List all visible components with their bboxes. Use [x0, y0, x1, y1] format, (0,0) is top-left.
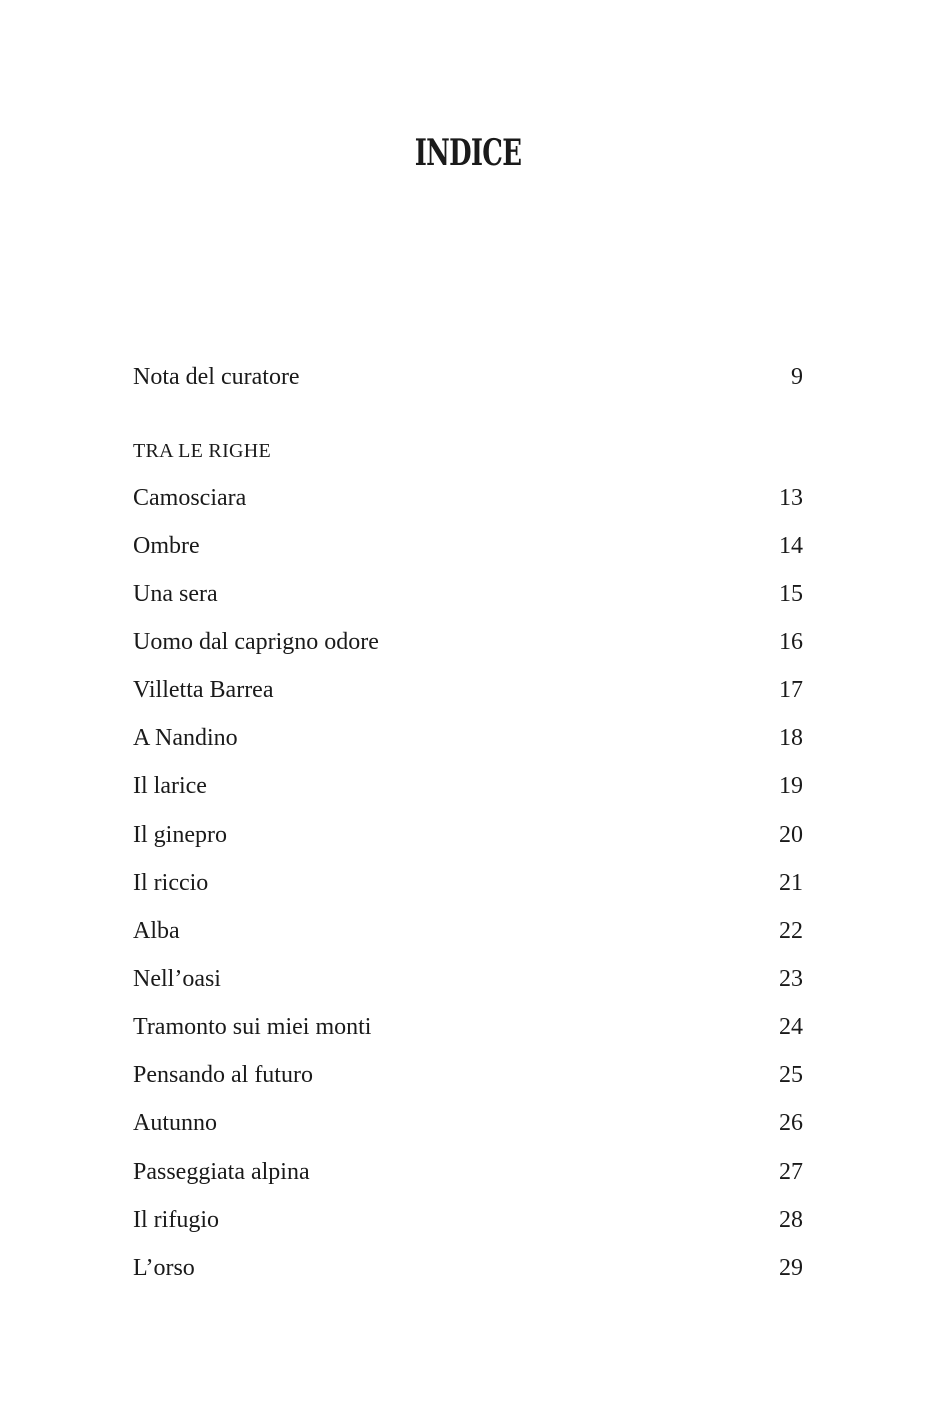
toc-entry-title: Il larice: [133, 773, 207, 799]
toc-entry-title: Nota del curatore: [133, 364, 300, 390]
toc-entry-page: 20: [779, 822, 803, 848]
toc-entry-title: Ombre: [133, 533, 200, 559]
toc-entry-page: 9: [791, 364, 803, 390]
toc-entry-page: 29: [779, 1255, 803, 1281]
toc-entry: [133, 865, 803, 901]
toc-entry-title: Camosciara: [133, 485, 247, 511]
toc-entry-title: Il rifugio: [133, 1207, 219, 1233]
toc-entry-page: 23: [779, 966, 803, 992]
toc-entry-page: 25: [779, 1062, 803, 1088]
toc-entry-page: 15: [779, 581, 803, 607]
toc-entry-page: 18: [779, 725, 803, 751]
toc-entry: [133, 672, 803, 708]
toc-entry-page: 17: [779, 677, 803, 703]
toc-entry-title: Nell’oasi: [133, 966, 221, 992]
toc-entry-title: Pensando al futuro: [133, 1062, 313, 1088]
toc-entry-title: Alba: [133, 918, 180, 944]
toc-entry: [133, 913, 803, 949]
toc-entry-page: 14: [779, 533, 803, 559]
toc-entry: [133, 720, 803, 756]
toc-entry-title: Villetta Barrea: [133, 677, 274, 703]
toc-entry-page: 27: [779, 1159, 803, 1185]
toc-entry: [133, 817, 803, 853]
toc-entry-title: Uomo dal caprigno odore: [133, 629, 379, 655]
toc-entry-title: Il riccio: [133, 870, 209, 896]
toc-entry: [133, 768, 803, 804]
page-title: INDICE: [414, 132, 522, 174]
toc-entry-title: Tramonto sui miei monti: [133, 1014, 372, 1040]
toc-entry-page: 16: [779, 629, 803, 655]
toc-entry-page: 19: [779, 773, 803, 799]
toc-entry-page: 22: [779, 918, 803, 944]
toc-entry: [133, 1154, 803, 1190]
toc-entry: [133, 1202, 803, 1238]
toc-entry: [133, 576, 803, 612]
toc-entry-title: Il ginepro: [133, 822, 227, 848]
toc-entry-title: Passeggiata alpina: [133, 1159, 310, 1185]
section-heading: TRA LE RIGHE: [133, 440, 272, 462]
toc-entry-title: A Nandino: [133, 725, 238, 751]
toc-entry-page: 13: [779, 485, 803, 511]
toc-entry: [133, 528, 803, 564]
toc-entry-page: 24: [779, 1014, 803, 1040]
toc-entry: [133, 1250, 803, 1286]
toc-entry: [133, 480, 803, 516]
toc-entry-title: L’orso: [133, 1255, 195, 1281]
toc-entry: [133, 1009, 803, 1045]
toc-entry-nota-del-curatore: [133, 359, 803, 395]
toc-entry-page: 21: [779, 870, 803, 896]
toc-entry-title: Autunno: [133, 1110, 217, 1136]
toc-entry: [133, 1057, 803, 1093]
toc-entry: [133, 961, 803, 997]
toc-entry-page: 28: [779, 1207, 803, 1233]
toc-entry: [133, 1105, 803, 1141]
toc-entry-page: 26: [779, 1110, 803, 1136]
toc-entry: [133, 624, 803, 660]
toc-entry-title: Una sera: [133, 581, 218, 607]
